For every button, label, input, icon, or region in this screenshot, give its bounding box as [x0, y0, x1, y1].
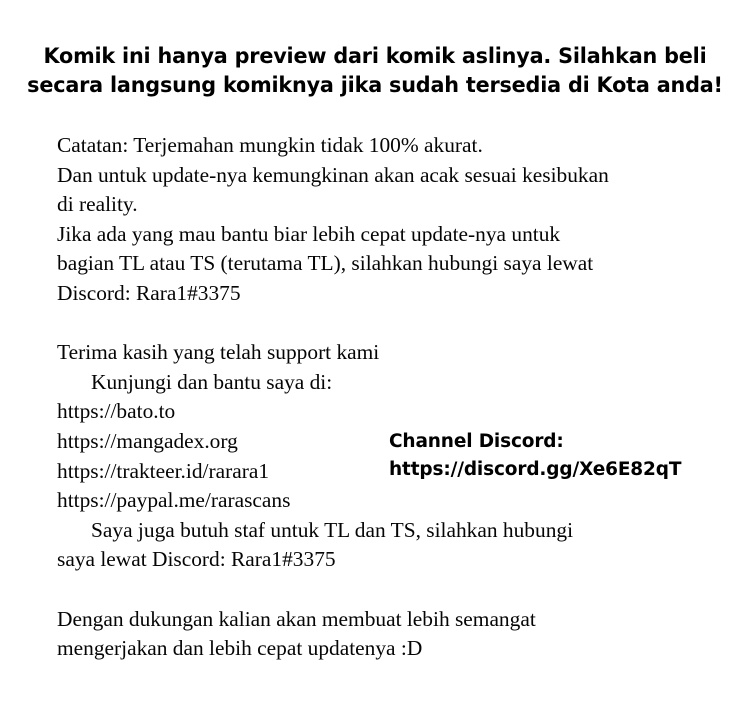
note-update-line-1: Dan untuk update-nya kemungkinan akan acak sesuai kesibukan — [57, 162, 609, 187]
note-help-line-2: bagian TL atau TS (terutama TL), silahkan hubungi saya lewat — [57, 251, 594, 276]
preview-notice-banner — [0, 42, 750, 100]
discord-invite-link[interactable]: https://discord.gg/Xe6E82qT — [389, 459, 682, 480]
notes-paragraph-closing — [57, 605, 717, 664]
staff-request-line-1: Saya juga butuh staf untuk TL dan TS, silahkan hubungi — [91, 517, 574, 542]
notes-paragraph-translation — [57, 131, 717, 309]
note-discord-handle: Discord: Rara1#3375 — [57, 280, 241, 305]
staff-request-line-2: saya lewat Discord: Rara1#3375 — [57, 547, 336, 572]
note-accuracy-line: Catatan: Terjemahan mungkin tidak 100% akurat. — [57, 133, 483, 157]
link-mangadex[interactable]: https://mangadex.org — [57, 428, 238, 453]
banner-line-1: Komik ini hanya preview dari komik aslinya. Silahkan beli — [43, 44, 707, 69]
closing-line-2: mengerjakan dan lebih cepat updatenya :D — [57, 636, 423, 661]
discord-channel-callout — [389, 428, 681, 484]
link-bato[interactable]: https://bato.to — [57, 399, 176, 424]
closing-line-1: Dengan dukungan kalian akan membuat lebih semangat — [57, 606, 536, 631]
discord-channel-label: Channel Discord: — [389, 431, 564, 452]
thanks-line: Terima kasih yang telah support kami — [57, 340, 380, 365]
link-trakteer[interactable]: https://trakteer.id/rarara1 — [57, 458, 270, 483]
notes-body — [57, 131, 717, 664]
note-update-line-2: di reality. — [57, 192, 138, 217]
note-help-line-1: Jika ada yang mau bantu biar lebih cepat update-nya untuk — [57, 221, 561, 246]
banner-line-2: secara langsung komiknya jika sudah tersedia di Kota anda! — [27, 73, 723, 98]
visit-prompt-line: Kunjungi dan bantu saya di: — [91, 369, 333, 394]
link-paypal[interactable]: https://paypal.me/rarascans — [57, 488, 291, 513]
